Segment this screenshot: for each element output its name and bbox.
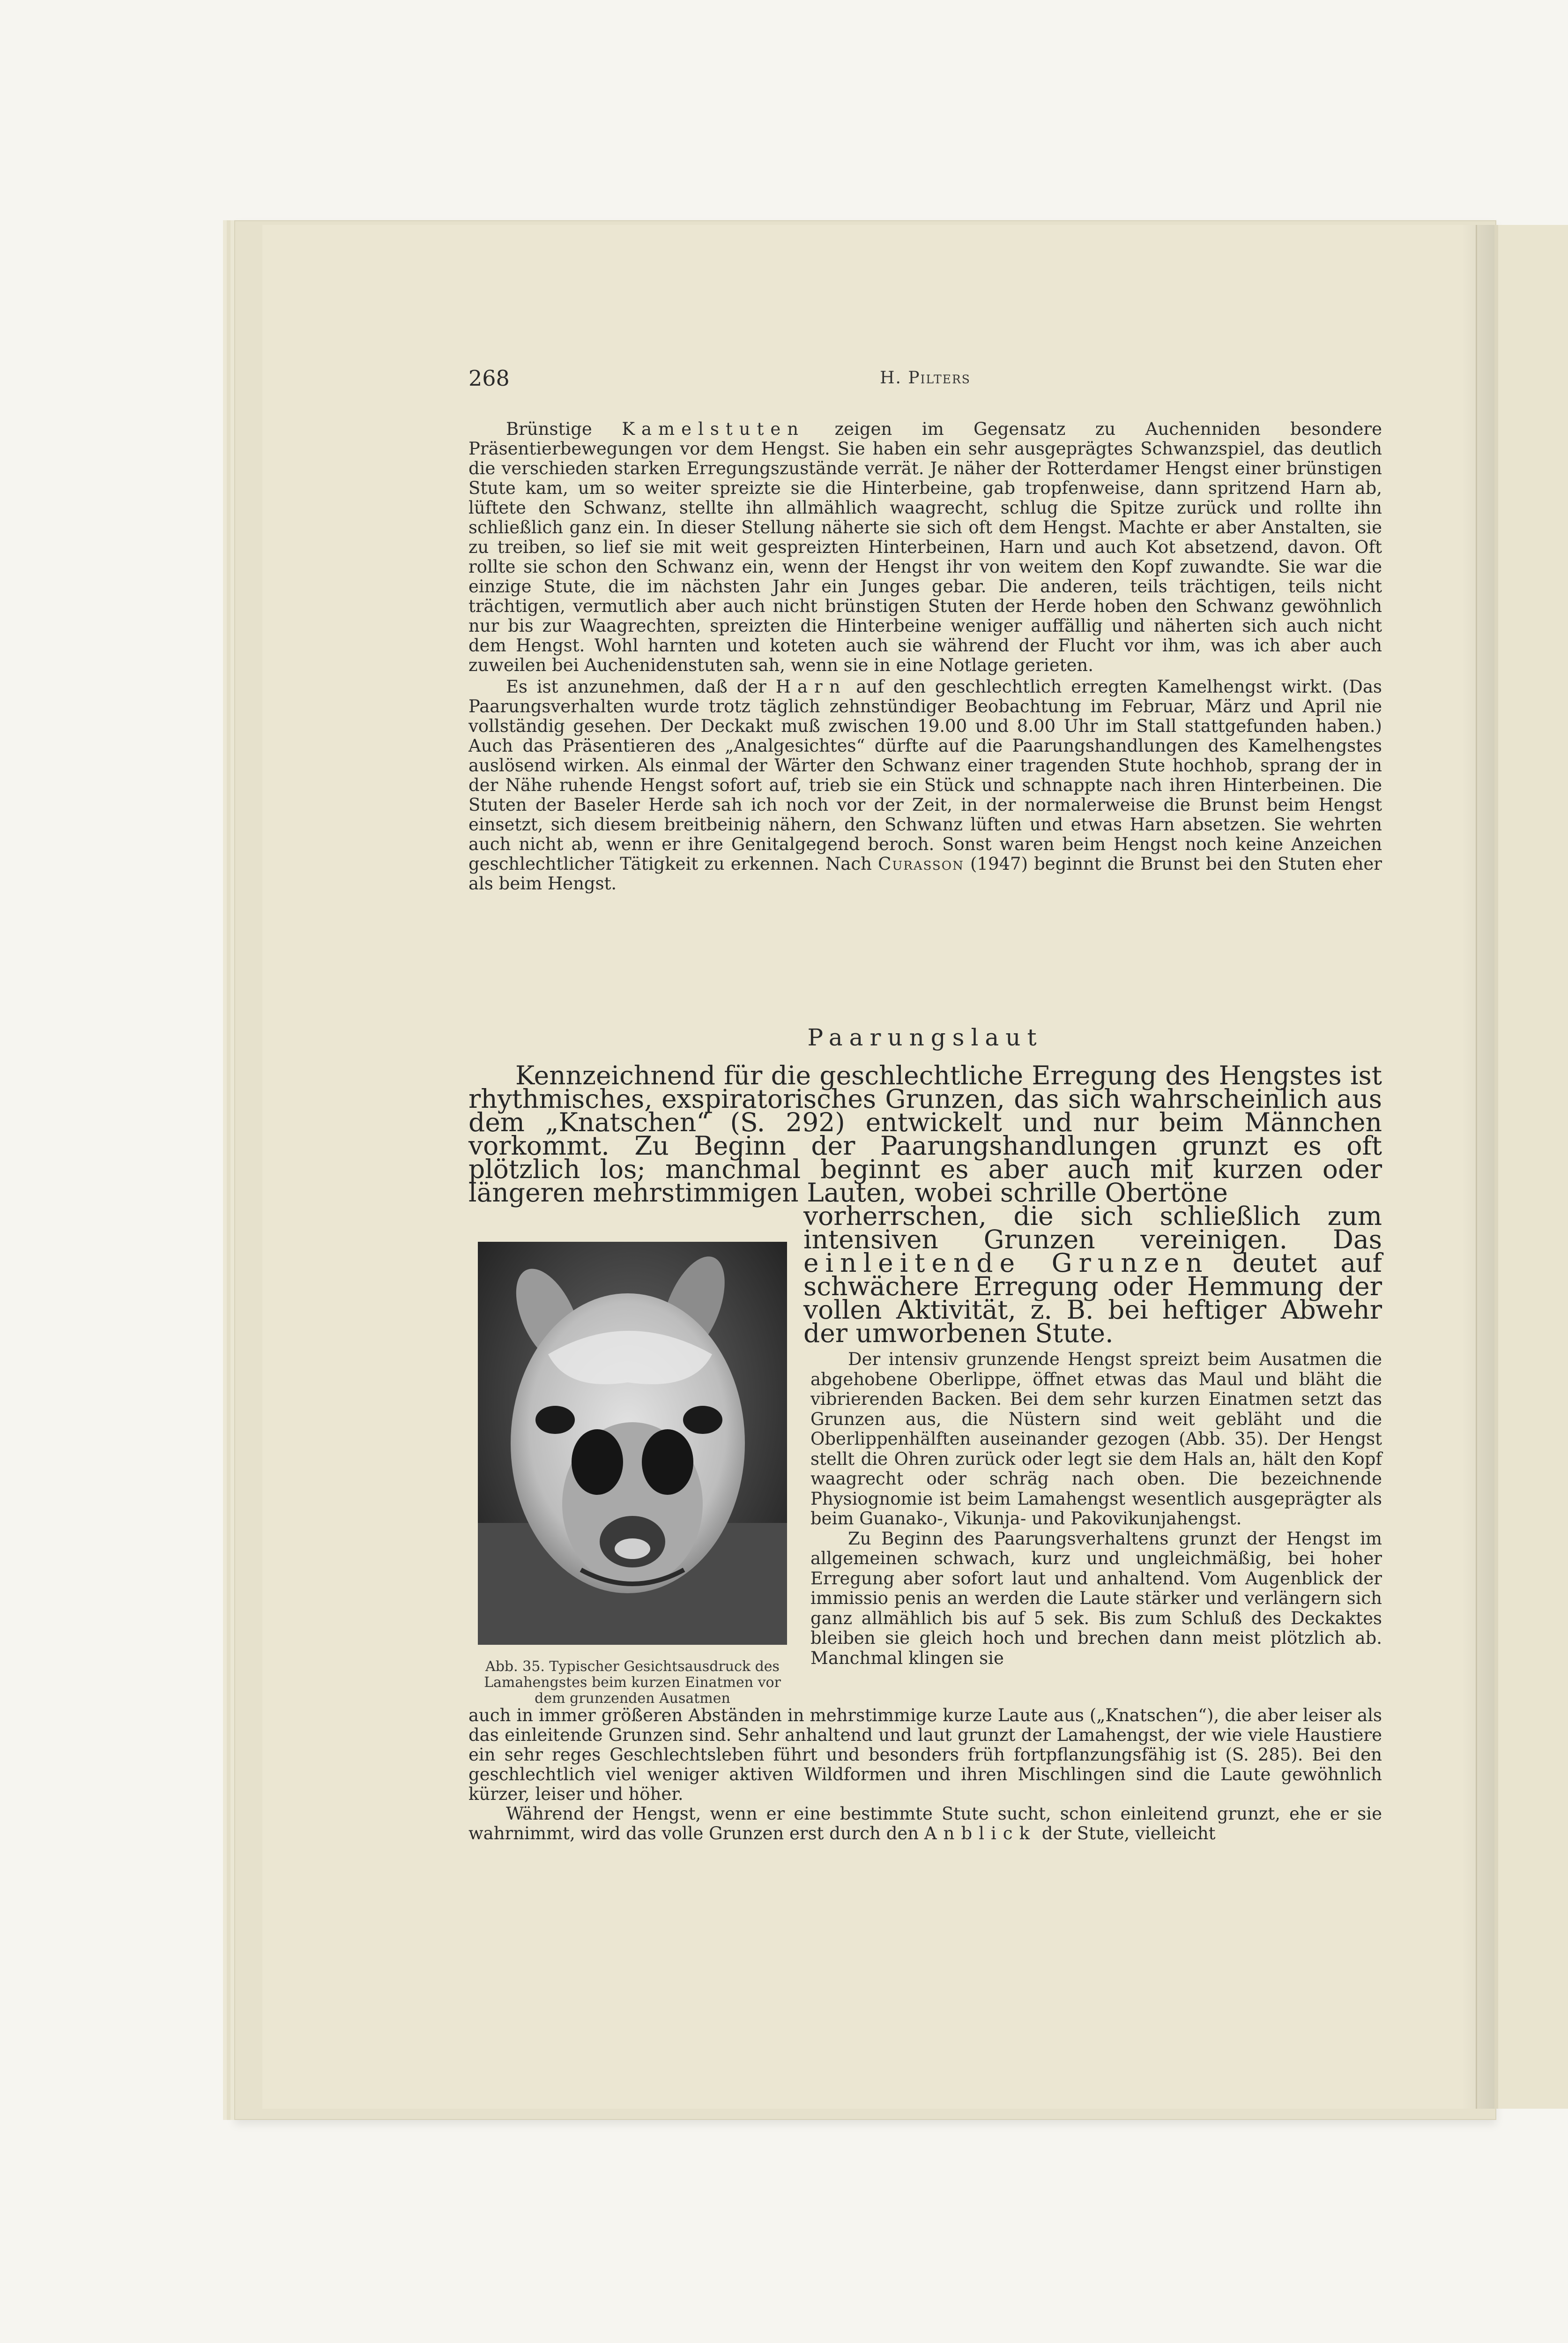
bottom-paragraph-1: auch in immer größeren Abständen in mehrstimmige kurze Laute aus („Knatschen“), die aber leiser als das einleitende Grunzen sind. Sehr anhaltend und laut grunzt der Lamahengst, der wie viele Haustiere ein sehr reges Geschlechtsleben führt und besonders früh fortpflanzungsfähig ist (S. 285). Bei den geschlechtlich viel weniger aktiven Wildformen und ihren Mischlingen sind die Laute gewöhnlich kürzer, leiser und höher. [468, 1705, 1382, 1804]
side-text [810, 1350, 1382, 1668]
llama-face-illustration [478, 1242, 787, 1645]
figure-caption: Abb. 35. Typischer Gesichtsausdruck des Lamahengstes beim kurzen Einatmen vor dem grunzenden Ausatmen [484, 1658, 781, 1707]
llama-photo [478, 1242, 787, 1645]
gutter-shadow [1462, 225, 1494, 2109]
page-number: 268 [468, 366, 510, 391]
body-text-top [468, 419, 1382, 894]
section-title: Paarungslaut [807, 1024, 1043, 1051]
intro-paragraph: Kennzeichnend für die geschlechtliche Erregung des Hengstes ist rhythmisches, exspiratorisches Grunzen, das sich wahrscheinlich aus dem „Knatschen“ (S. 292) entwickelt und nur beim Männchen vorkommt. Zu Beginn der Paarungshandlungen grunzt es oft plötzlich los; manchmal beginnt es aber auch mit kurzen oder längeren mehrstimmigen Lauten, wobei schrille Obertöne [468, 1060, 1382, 1208]
intro-paragraph-wrapped: vorherrschen, die sich schließlich zum intensiven Grunzen vereinigen. Das einleitende Grunzen deutet auf schwächere Erregung oder Hemmung der vollen Aktivität, z. B. bei heftiger Abwehr der umworbenen Stute. [803, 1201, 1382, 1348]
running-title: H. Pilters [880, 368, 971, 388]
page-header [468, 366, 1382, 403]
side-paragraph-1: Der intensiv grunzende Hengst spreizt beim Ausatmen die abgehobene Oberlippe, öffnet etwas das Maul und bläht die vibrierenden Backen. Bei dem sehr kurzen Einatmen setzt das Grunzen aus, die Nüstern sind weit gebläht und die Oberlippenhälften auseinander gezogen (Abb. 35). Der Hengst stellt die Ohren zurück oder legt sie dem Hals an, hält den Kopf waagrecht oder schräg nach oben. Die bezeichnende Physiognomie ist beim Lamahengst wesentlich ausgeprägter als beim Guanako-, Vikunja- und Pakovikunjahengst. [810, 1349, 1382, 1529]
next-page-edge [1494, 225, 1568, 2109]
bottom-paragraph-2: Während der Hengst, wenn er eine bestimmte Stute sucht, schon einleitend grunzt, ehe er sie wahrnimmt, wird das volle Grunzen erst durch den Anblick der Stute, vielleicht [468, 1804, 1382, 1843]
body-text-bottom [468, 1706, 1382, 1843]
paragraph-2: Es ist anzunehmen, daß der Harn auf den geschlechtlich erregten Kamelhengst wirkt. (Das Paarungsverhalten wurde trotz täglich zehnstündiger Beobachtung im Februar, März und April nie vollständig gesehen. Der Deckakt muß zwischen 19.00 und 8.00 Uhr im Stall stattgefunden haben.) Auch das Präsentieren des „Analgesichtes“ dürfte auf die Paarungshandlungen des Kamelhengstes auslösend wirken. Als einmal der Wärter den Schwanz einer tragenden Stute hochhob, sprang der in der Nähe ruhende Hengst sofort auf, trieb sie ein Stück und schnappte nach ihren Hinterbeinen. Die Stuten der Baseler Herde sah ich noch vor der Zeit, in der normalerweise die Brunst beim Hengst einsetzt, sich diesem breitbeinig nähern, den Schwanz lüften und etwas Harn absetzen. Sie wehrten auch nicht ab, wenn er ihre Genitalgegend beroch. Sonst waren beim Hengst noch keine Anzeichen geschlechtlicher Tätigkeit zu erkennen. Nach Curasson (1947) beginnt die Brunst bei den Stuten eher als beim Hengst. [468, 677, 1382, 894]
paragraph-1: Brünstige Kamelstuten zeigen im Gegensatz zu Auchenniden besondere Präsentierbewegungen vor dem Hengst. Sie haben ein sehr ausgeprägtes Schwanzspiel, das deutlich die verschieden starken Erregungszustände verrät. Je näher der Rotterdamer Hengst einer brünstigen Stute kam, um so weiter spreizte sie die Hinterbeine, gab tropfenweise, dann spritzend Harn ab, lüftete den Schwanz, stellte ihn allmählich waagrecht, schlug die Spitze zurück und rollte ihn schließlich ganz ein. In dieser Stellung näherte sie sich oft dem Hengst. Machte er aber Anstalten, sie zu treiben, so lief sie mit weit gespreizten Hinterbeinen, Harn und auch Kot absetzend, davon. Oft rollte sie schon den Schwanz ein, wenn der Hengst ihr von weitem den Kopf zuwandte. Sie war die einzige Stute, die im nächsten Jahr ein Junges gebar. Die anderen, teils trächtigen, teils nicht trächtigen, vermutlich aber auch nicht brünstigen Stuten der Herde hoben den Schwanz gewöhnlich nur bis zur Waagrechten, spreizten die Hinterbeine weniger auffällig und näherten sich auch nicht dem Hengst. Wohl harnten und koteten auch sie während der Flucht vor ihm, was ich aber auch zuweilen bei Auchenidenstuten sah, wenn sie in eine Notlage gerieten. [468, 419, 1382, 675]
side-paragraph-2: Zu Beginn des Paarungsverhaltens grunzt der Hengst im allgemeinen schwach, kurz und ungleichmäßig, bei hoher Erregung aber sofort laut und anhaltend. Vom Augenblick der immissio penis an werden die Laute stärker und verlängern sich ganz allmählich bis auf 5 sek. Bis zum Schluß des Deckaktes bleiben sie gleich hoch und brechen dann meist plötzlich ab. Manchmal klingen sie [810, 1528, 1382, 1668]
